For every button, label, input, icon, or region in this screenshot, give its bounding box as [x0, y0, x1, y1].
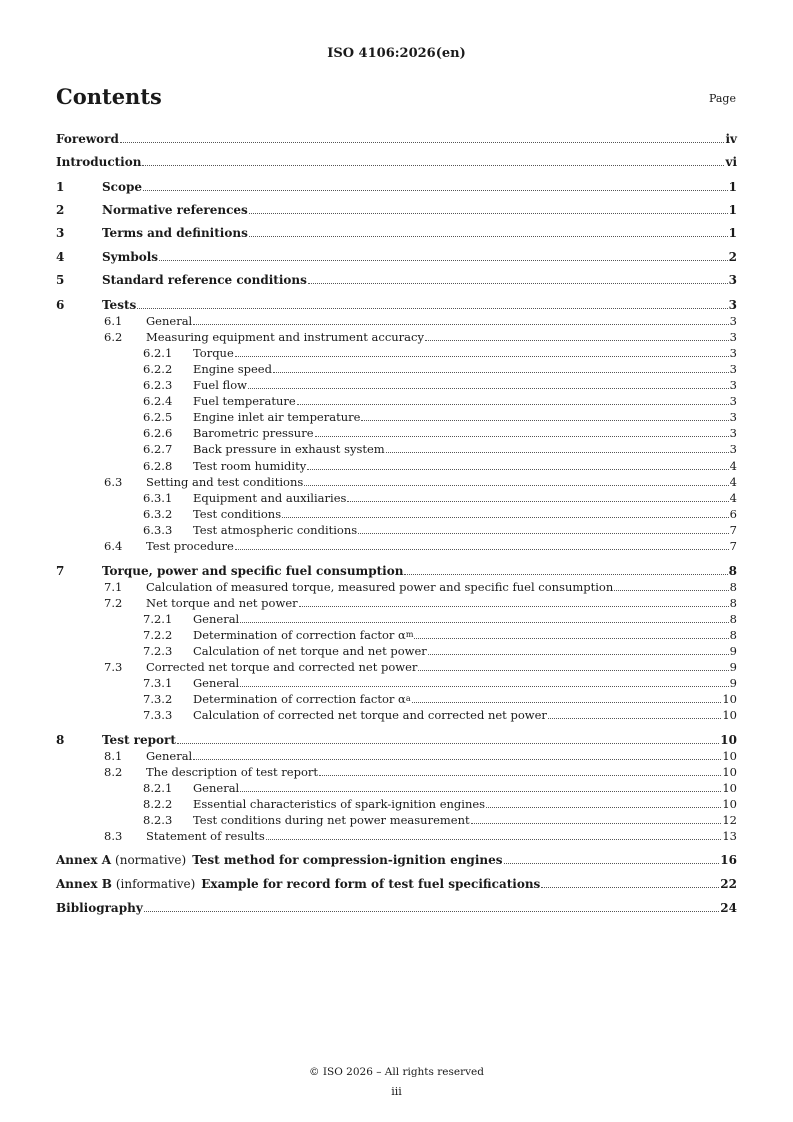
leader-dots [428, 653, 729, 655]
toc-entry-page: 3 [729, 426, 737, 440]
toc-entry[interactable] [56, 610, 737, 626]
toc-entry-number: 6 [56, 298, 65, 312]
toc-entry-title: Net torque and net power [146, 596, 298, 610]
leader-dots [471, 822, 722, 824]
leader-dots [504, 862, 720, 864]
toc-entry-number: 6.4 [104, 539, 123, 553]
toc-entry-number: 8.2.2 [143, 797, 173, 811]
toc-entry-title: General [146, 314, 193, 328]
toc-entry-number: 3 [56, 226, 65, 240]
leader-dots [548, 717, 721, 719]
toc-entry-page: 12 [722, 813, 737, 827]
toc-entry-title: Fuel flow [193, 378, 247, 392]
page-title: Contents [56, 84, 162, 109]
toc-entry-page: 7 [729, 539, 737, 553]
toc-entry-title: Calculation of corrected net torque and corrected net power [193, 708, 547, 722]
toc-entry-page: 9 [729, 660, 737, 674]
toc-entry-number: 6.2 [104, 330, 123, 344]
toc-entry[interactable] [56, 706, 737, 722]
toc-entry-title: Test report [102, 733, 176, 747]
leader-dots [404, 573, 727, 575]
toc-entry-number: 8.2.1 [143, 781, 173, 795]
toc-entry-title: Back pressure in exhaust system [193, 442, 385, 456]
toc-entry-title: Normative references [102, 203, 248, 217]
toc-entry-page: 9 [729, 644, 737, 658]
leader-dots [347, 500, 728, 502]
toc-entry[interactable] [56, 178, 737, 194]
document-header: ISO 4106:2026(en) [327, 46, 466, 61]
leader-dots [315, 435, 729, 437]
toc-entry[interactable] [56, 296, 737, 312]
toc-entry-page: 3 [728, 273, 737, 287]
leader-dots [358, 532, 729, 534]
toc-entry-page: 3 [729, 378, 737, 392]
leader-dots [414, 637, 728, 639]
leader-dots [249, 212, 728, 214]
leader-dots [307, 468, 728, 470]
leader-dots [614, 589, 728, 591]
leader-dots [282, 516, 729, 518]
leader-dots [143, 189, 728, 191]
toc-entry-subscript: a [405, 694, 411, 703]
toc-entry-page: 3 [729, 394, 737, 408]
toc-entry-number: 6.1 [104, 314, 123, 328]
toc-entry-page: 10 [722, 781, 737, 795]
leader-dots [297, 403, 729, 405]
leader-dots [248, 387, 729, 389]
toc-entry-number: 7.2 [104, 596, 123, 610]
leader-dots [159, 259, 728, 261]
toc-entry[interactable] [56, 811, 737, 827]
leader-dots [235, 355, 729, 357]
toc-entry-page: 8 [729, 580, 737, 594]
leader-dots [299, 605, 729, 607]
toc-entry-title: Barometric pressure [193, 426, 314, 440]
toc-entry-page: 1 [728, 203, 737, 217]
toc-entry-number: 6.2.1 [143, 346, 173, 360]
toc-entry-page: 9 [729, 676, 737, 690]
toc-entry-page: 16 [720, 853, 737, 867]
toc-entry-page: 3 [729, 442, 737, 456]
toc-entry-page: 3 [729, 410, 737, 424]
toc-entry[interactable] [56, 537, 737, 553]
toc-entry[interactable] [56, 473, 737, 489]
toc-entry-page: 7 [729, 523, 737, 537]
toc-entry-page: 8 [729, 628, 737, 642]
leader-dots [386, 451, 729, 453]
toc-entry-page: 3 [729, 330, 737, 344]
toc-entry-title: Standard reference conditions [102, 273, 307, 287]
toc-entry[interactable] [56, 521, 737, 537]
leader-dots [308, 282, 728, 284]
toc-entry-title: Bibliography [56, 901, 143, 915]
toc-entry-title: Torque [193, 346, 234, 360]
toc-annex-type: (normative) [115, 853, 187, 867]
toc-entry[interactable] [56, 899, 737, 915]
toc-entry-number: 7 [56, 564, 65, 578]
toc-entry[interactable] [56, 489, 737, 505]
toc-entry-page: 13 [722, 829, 737, 843]
toc-entry[interactable] [56, 360, 737, 376]
toc-entry-title: Calculation of measured torque, measured power and specific fuel consumption [146, 580, 614, 594]
toc-entry-page: 3 [729, 362, 737, 376]
toc-entry-title: General [146, 749, 193, 763]
leader-dots [177, 742, 719, 744]
toc-entry-title: Scope [102, 180, 143, 194]
toc-entry-number: 7.2.2 [143, 628, 173, 642]
toc-entry[interactable] [56, 424, 737, 440]
toc-annex-type: (informative) [115, 877, 196, 891]
leader-dots [541, 886, 719, 888]
toc-entry-page: 10 [722, 692, 737, 706]
toc-entry-title: General [193, 781, 240, 795]
leader-dots [240, 685, 728, 687]
toc-entry-page: 4 [729, 475, 737, 489]
toc-entry[interactable] [56, 248, 737, 264]
leader-dots [304, 484, 728, 486]
toc-entry[interactable] [56, 658, 737, 674]
leader-dots [418, 669, 728, 671]
toc-entry-number: 6.3.2 [143, 507, 173, 521]
toc-entry[interactable] [56, 690, 737, 706]
toc-entry[interactable] [56, 779, 737, 795]
toc-entry[interactable] [56, 763, 737, 779]
toc-entry-title: Test atmospheric conditions [193, 523, 358, 537]
toc-entry-page: 10 [722, 765, 737, 779]
toc-entry-number: 6.2.5 [143, 410, 173, 424]
toc-entry[interactable] [56, 328, 737, 344]
toc-entry-page: 22 [720, 877, 737, 891]
leader-dots [425, 339, 729, 341]
leader-dots [412, 701, 722, 703]
toc-entry-title: Setting and test conditions [146, 475, 304, 489]
toc-entry-page: 8 [728, 564, 737, 578]
toc-entry[interactable] [56, 747, 737, 763]
leader-dots [142, 164, 724, 166]
toc-entry-page: 3 [729, 314, 737, 328]
toc-entry-number: 1 [56, 180, 65, 194]
page-number: iii [391, 1085, 402, 1098]
toc-entry-title: The description of test report [146, 765, 319, 779]
toc-entry-number: 8.2.3 [143, 813, 173, 827]
toc-entry-number: 6.2.2 [143, 362, 173, 376]
toc-entry-title: Tests [102, 298, 137, 312]
toc-entry[interactable] [56, 457, 737, 473]
leader-dots [240, 621, 728, 623]
toc-entry-number: 6.2.3 [143, 378, 173, 392]
toc-entry-number: 7.1 [104, 580, 123, 594]
toc-entry-title: General [193, 676, 240, 690]
leader-dots [235, 548, 729, 550]
leader-dots [486, 806, 721, 808]
toc-entry-title: Annex B [56, 877, 112, 891]
toc-entry-title: Test conditions [193, 507, 282, 521]
toc-entry-number: 6.3.3 [143, 523, 173, 537]
toc-entry-title: Determination of correction factor α [193, 692, 406, 706]
toc-entry[interactable] [56, 795, 737, 811]
toc-entry-title: Fuel temperature [193, 394, 296, 408]
toc-entry-title: Annex A [56, 853, 112, 867]
toc-annex-title: Test method for compression-ignition engines [192, 853, 503, 867]
toc-entry-page: 3 [729, 346, 737, 360]
toc-entry-page: 10 [720, 733, 737, 747]
page-column-label: Page [708, 92, 736, 105]
toc-entry[interactable] [56, 312, 737, 328]
leader-dots [319, 774, 721, 776]
leader-dots [120, 141, 725, 143]
toc-entry-title: General [193, 612, 240, 626]
toc-entry-number: 8.1 [104, 749, 123, 763]
toc-entry-page: vi [725, 155, 737, 169]
leader-dots [240, 790, 721, 792]
toc-entry-title: Symbols [102, 250, 159, 264]
toc-entry-title: Introduction [56, 155, 142, 169]
toc-entry-title: Test procedure [146, 539, 234, 553]
toc-entry[interactable] [56, 626, 737, 642]
leader-dots [193, 323, 728, 325]
toc-entry-number: 7.3.3 [143, 708, 173, 722]
leader-dots [249, 235, 728, 237]
toc-entry-page: 10 [722, 797, 737, 811]
toc-entry[interactable] [56, 642, 737, 658]
leader-dots [193, 758, 721, 760]
toc-entry-number: 7.3 [104, 660, 123, 674]
toc-entry[interactable] [56, 376, 737, 392]
leader-dots [144, 910, 720, 912]
toc-entry[interactable] [56, 440, 737, 456]
toc-entry-number: 7.2.1 [143, 612, 173, 626]
toc-entry[interactable] [56, 505, 737, 521]
toc-annex-title: Example for record form of test fuel specifications [201, 877, 541, 891]
toc-entry-number: 6.3.1 [143, 491, 173, 505]
toc-entry[interactable] [56, 875, 737, 891]
toc-entry-title: Statement of results [146, 829, 265, 843]
toc-entry-page: 24 [720, 901, 737, 915]
toc-entry[interactable] [56, 674, 737, 690]
toc-entry[interactable] [56, 344, 737, 360]
toc-entry-title: Test room humidity [193, 459, 307, 473]
toc-entry-number: 6.2.7 [143, 442, 173, 456]
toc-entry-page: 2 [728, 250, 737, 264]
toc-entry-page: 4 [729, 491, 737, 505]
toc-entry-title: Terms and definitions [102, 226, 248, 240]
toc-entry-page: 3 [728, 298, 737, 312]
leader-dots [361, 419, 728, 421]
toc-entry-number: 7.3.2 [143, 692, 173, 706]
leader-dots [273, 371, 729, 373]
toc-entry-title: Engine inlet air temperature [193, 410, 361, 424]
toc-entry-number: 8.2 [104, 765, 123, 779]
toc-entry-number: 6.3 [104, 475, 123, 489]
toc-entry-title: Essential characteristics of spark-ignition engines [193, 797, 486, 811]
copyright-footer: © ISO 2026 – All rights reserved [309, 1066, 484, 1078]
leader-dots [266, 838, 722, 840]
toc-entry-title: Measuring equipment and instrument accuracy [146, 330, 424, 344]
toc-entry[interactable] [56, 851, 737, 867]
toc-entry-page: 4 [729, 459, 737, 473]
toc-entry[interactable] [56, 594, 737, 610]
toc-entry-title: Determination of correction factor α [193, 628, 406, 642]
toc-entry-number: 2 [56, 203, 65, 217]
toc-entry-number: 6.2.4 [143, 394, 173, 408]
toc-entry-number: 4 [56, 250, 65, 264]
toc-entry-page: iv [725, 132, 737, 146]
leader-dots [137, 307, 727, 309]
toc-entry-page: 8 [729, 596, 737, 610]
toc-entry-number: 6.2.8 [143, 459, 173, 473]
toc-entry-title: Foreword [56, 132, 119, 146]
toc-entry-page: 10 [722, 708, 737, 722]
toc-entry-title: Test conditions during net power measurement [193, 813, 470, 827]
toc-entry[interactable] [56, 408, 737, 424]
toc-entry[interactable] [56, 827, 737, 843]
toc-entry-page: 1 [728, 180, 737, 194]
toc-entry[interactable] [56, 392, 737, 408]
toc-entry[interactable] [56, 578, 737, 594]
toc-entry[interactable] [56, 224, 737, 240]
toc-entry-page: 8 [729, 612, 737, 626]
toc-entry-title: Equipment and auxiliaries [193, 491, 347, 505]
toc-entry-page: 6 [729, 507, 737, 521]
toc-entry[interactable] [56, 201, 737, 217]
toc-entry-title: Calculation of net torque and net power [193, 644, 427, 658]
toc-entry[interactable] [56, 130, 737, 146]
toc-entry-title: Engine speed [193, 362, 272, 376]
toc-entry-title: Corrected net torque and corrected net power [146, 660, 418, 674]
toc-entry-number: 6.2.6 [143, 426, 173, 440]
toc-entry[interactable] [56, 271, 737, 287]
toc-entry-number: 7.3.1 [143, 676, 173, 690]
toc-entry-page: 10 [722, 749, 737, 763]
toc-entry-number: 8 [56, 733, 65, 747]
toc-entry[interactable] [56, 731, 737, 747]
toc-entry[interactable] [56, 562, 737, 578]
toc-entry-page: 1 [728, 226, 737, 240]
toc-entry-number: 5 [56, 273, 65, 287]
toc-entry[interactable] [56, 153, 737, 169]
toc-entry-number: 7.2.3 [143, 644, 173, 658]
toc-entry-title: Torque, power and specific fuel consumption [102, 564, 404, 578]
toc-entry-subscript: m [405, 630, 414, 639]
toc-entry-number: 8.3 [104, 829, 123, 843]
